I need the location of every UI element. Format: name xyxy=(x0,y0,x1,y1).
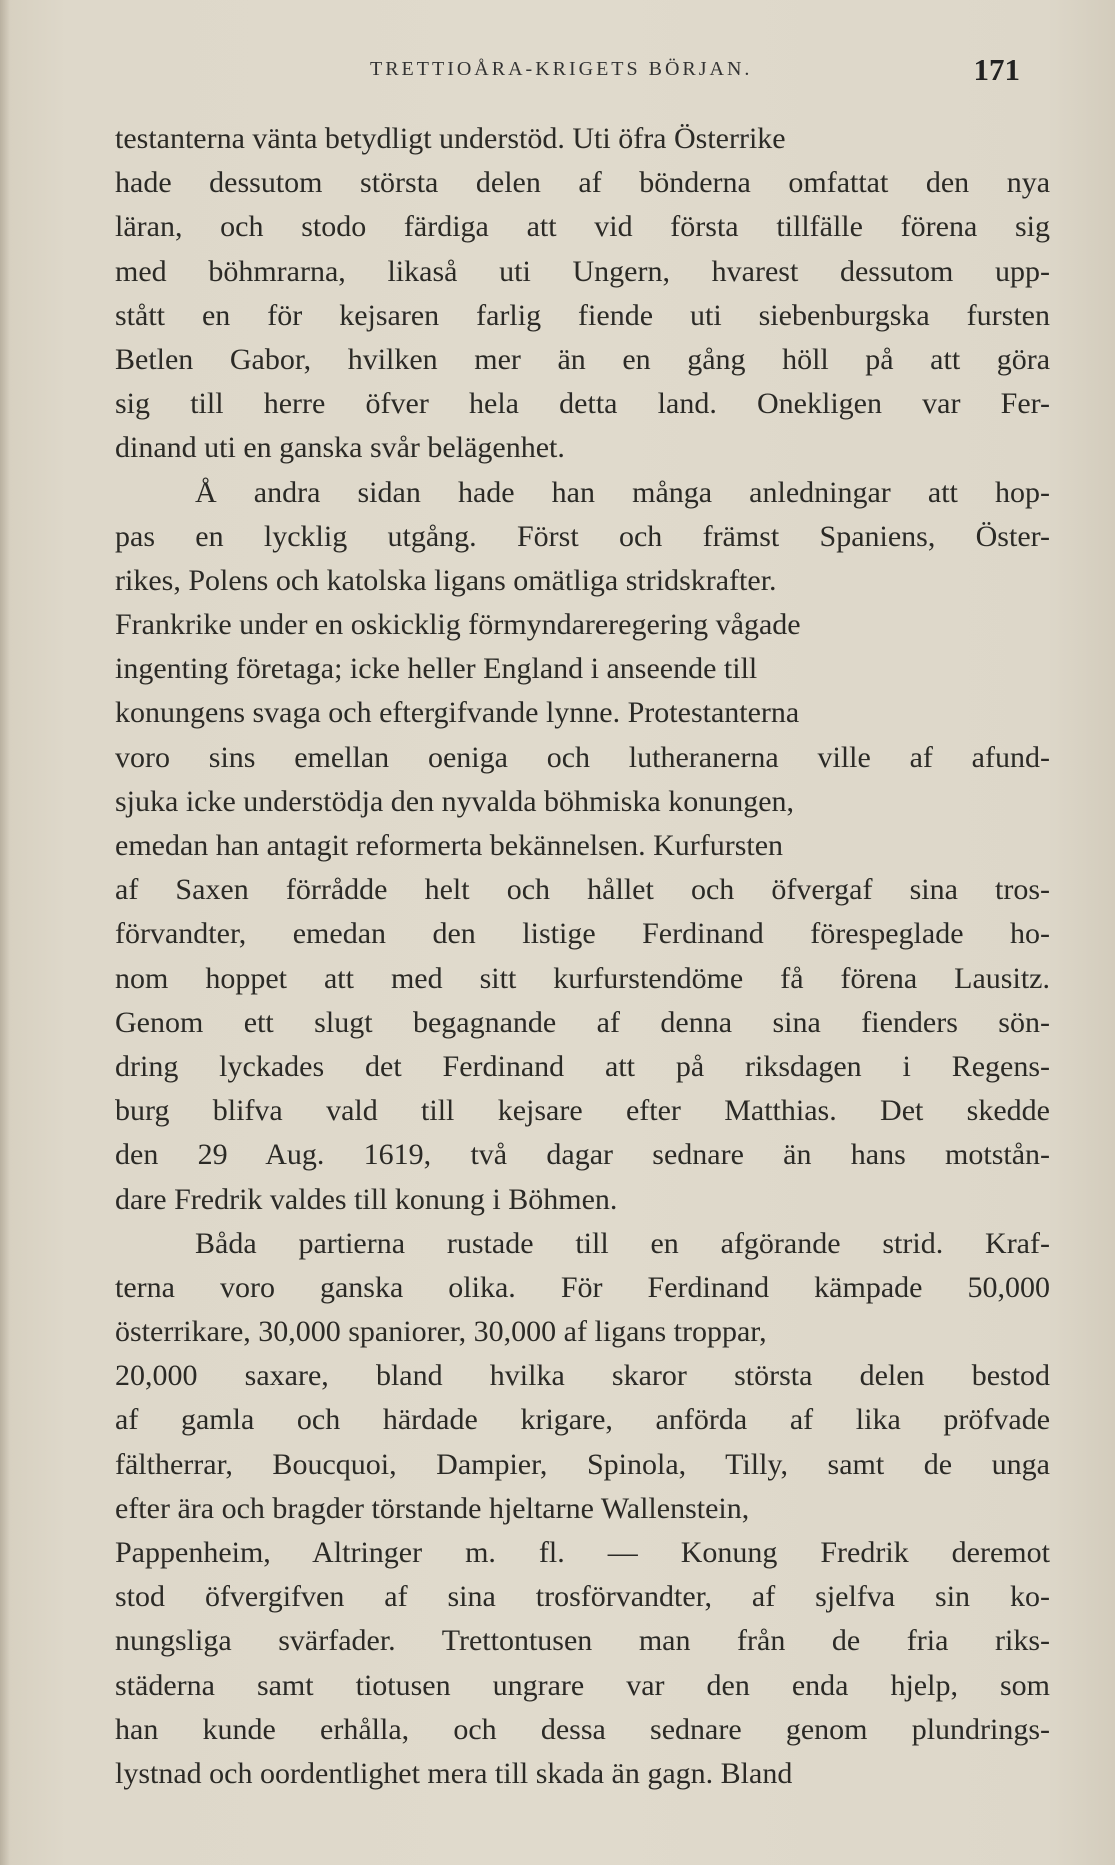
text-line: sjuka icke understödja den nyvalda böhmiska konungen, xyxy=(115,784,795,818)
text-line: den 29 Aug. 1619, två dagar sednare än hans motstån- xyxy=(115,1138,1051,1172)
text-line: Å andra sidan hade han många anledningar att hop- xyxy=(195,475,1050,509)
text-line: af gamla och härdade krigare, anförda af lika pröfvade xyxy=(115,1403,1051,1437)
body-text xyxy=(115,117,1050,1796)
text-line: Pappenheim, Altringer m. fl. — Konung Fredrik deremot xyxy=(115,1536,1050,1569)
text-line: stod öfvergifven af sina trosförvandter, af sjelfva sin ko- xyxy=(115,1580,1050,1614)
text-line: konungens svaga och eftergifvande lynne. Protestanterna xyxy=(115,696,800,730)
running-title: TRETTIOÅRA-KRIGETS BÖRJAN. xyxy=(370,58,753,80)
text-line: af Saxen förrådde helt och hållet och öfvergaf sina tros- xyxy=(115,873,1051,907)
text-line: stått en för kejsaren farlig fiende uti siebenburgska fursten xyxy=(115,298,1050,332)
text-line: Betlen Gabor, hvilken mer än en gång höll på att göra xyxy=(115,342,1051,376)
text-line: nom hoppet att med sitt kurfurstendöme få förena Lausitz. xyxy=(115,961,1050,995)
text-line: dinand uti en ganska svår belägenhet. xyxy=(115,431,565,465)
text-line: Genom ett slugt begagnande af denna sina fienders sön- xyxy=(115,1005,1050,1039)
page-edge-shadow xyxy=(0,0,10,1865)
text-line: emedan han antagit reformerta bekännelsen. Kurfursten xyxy=(115,829,784,862)
text-line: österrikare, 30,000 spaniorer, 30,000 af ligans troppar, xyxy=(115,1315,767,1349)
text-line: han kunde erhålla, och dessa sednare genom plundrings- xyxy=(115,1712,1051,1746)
text-line: dare Fredrik valdes till konung i Böhmen. xyxy=(115,1182,618,1216)
text-line: rikes, Polens och katolska ligans omätliga stridskrafter. xyxy=(115,563,777,597)
text-line: burg blifva vald till kejsare efter Matthias. Det skedde xyxy=(115,1094,1050,1128)
text-line: testanterna vänta betydligt understöd. Uti öfra Österrike xyxy=(115,122,786,155)
text-line: hade dessutom största delen af bönderna omfattat den nya xyxy=(115,166,1051,200)
text-line: pas en lycklig utgång. Först och främst Spaniens, Öster- xyxy=(115,519,1051,553)
text-line: städerna samt tiotusen ungrare var den enda hjelp, som xyxy=(115,1668,1050,1702)
text-line: läran, och stodo färdiga att vid första tillfälle förena sig xyxy=(115,210,1050,244)
text-line: voro sins emellan oeniga och lutheranerna ville af afund- xyxy=(115,740,1050,774)
text-line: Båda partierna rustade till en afgörande strid. Kraf- xyxy=(195,1226,1050,1260)
text-line: Frankrike under en oskicklig förmyndareregering vågade xyxy=(115,608,801,642)
text-line: dring lyckades det Ferdinand att på riksdagen i Regens- xyxy=(115,1049,1051,1083)
text-line: ingenting företaga; icke heller England i anseende till xyxy=(115,652,758,686)
text-line: fältherrar, Boucquoi, Dampier, Spinola, Tilly, samt de unga xyxy=(115,1447,1050,1481)
text-line: med böhmrarna, likaså uti Ungern, hvarest dessutom upp- xyxy=(115,254,1050,288)
text-line: terna voro ganska olika. För Ferdinand kämpade 50,000 xyxy=(115,1270,1050,1304)
text-line: förvandter, emedan den listige Ferdinand förespeglade ho- xyxy=(115,917,1050,951)
text-line: 20,000 saxare, bland hvilka skaror största delen bestod xyxy=(115,1359,1051,1393)
page-number: 171 xyxy=(973,52,1020,87)
text-line: efter ära och bragder törstande hjeltarne Wallenstein, xyxy=(115,1491,750,1525)
page-header xyxy=(370,52,1020,92)
text-line: sig till herre öfver hela detta land. Onekligen var Fer- xyxy=(115,387,1051,421)
text-line: nungsliga svärfader. Trettontusen man från de fria riks- xyxy=(115,1624,1050,1658)
text-line: lystnad och oordentlighet mera till skada än gagn. Bland xyxy=(115,1756,793,1790)
